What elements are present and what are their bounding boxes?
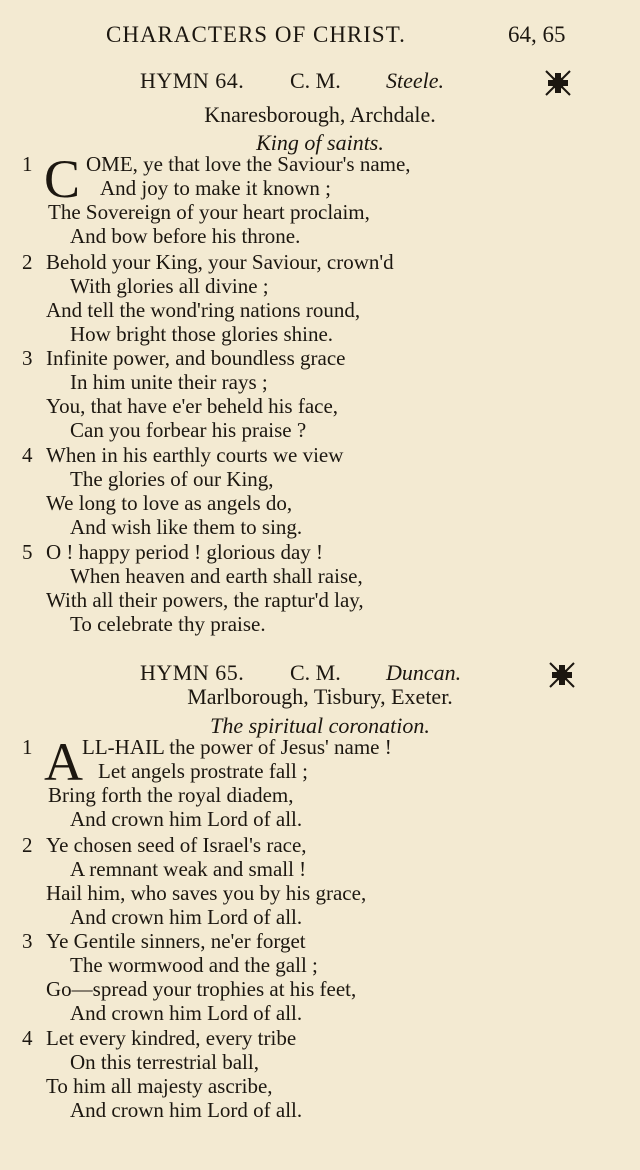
verse-line: Ye chosen seed of Israel's race,	[46, 833, 307, 857]
verse-line: And joy to make it known ;	[100, 176, 331, 200]
verse-line: When in his earthly courts we view	[46, 443, 344, 467]
verse-line: And crown him Lord of all.	[70, 1098, 303, 1122]
hymn-subject: The spiritual coronation.	[210, 713, 430, 738]
verse-line: When heaven and earth shall raise,	[70, 564, 363, 588]
stanza-number: 4	[22, 443, 33, 467]
stanza-number: 3	[22, 346, 33, 370]
verse-line: Infinite power, and boundless grace	[46, 346, 346, 370]
stanza-number: 3	[22, 929, 33, 953]
verse-line: Can you forbear his praise ?	[70, 418, 307, 442]
stanza-number: 4	[22, 1026, 33, 1050]
hymn-subject: King of saints.	[256, 130, 384, 155]
verse-line: LL-HAIL the power of Jesus' name !	[82, 735, 392, 759]
stanza-number: 5	[22, 540, 33, 564]
hymn-tunes: Marlborough, Tisbury, Exeter.	[187, 684, 453, 709]
stanza-number: 2	[22, 833, 33, 857]
verse-line: And wish like them to sing.	[70, 515, 303, 539]
verse-line: And tell the wond'ring nations round,	[46, 298, 361, 322]
stanza-number: 2	[22, 250, 33, 274]
verse-line: O ! happy period ! glorious day !	[46, 540, 324, 564]
ornament-icon	[544, 69, 572, 97]
verse-line: Bring forth the royal diadem,	[48, 783, 294, 807]
verse-line: To celebrate thy praise.	[70, 612, 266, 636]
verse-line: OME, ye that love the Saviour's name,	[86, 152, 411, 176]
page-numbers: 64, 65	[508, 22, 566, 47]
hymn-meter: C. M.	[290, 660, 341, 685]
verse-line: We long to love as angels do,	[46, 491, 293, 515]
drop-cap: C	[44, 149, 81, 209]
verse-line: And bow before his throne.	[70, 224, 301, 248]
verse-line: Ye Gentile sinners, ne'er forget	[46, 929, 306, 953]
verse-line: To him all majesty ascribe,	[46, 1074, 273, 1098]
verse-line: The Sovereign of your heart proclaim,	[48, 200, 370, 224]
running-head-title: CHARACTERS OF CHRIST.	[106, 22, 406, 47]
verse-line: The wormwood and the gall ;	[70, 953, 318, 977]
verse-line: Let angels prostrate fall ;	[98, 759, 308, 783]
hymn-number: HYMN 65.	[140, 660, 245, 685]
hymn-meter: C. M.	[290, 68, 341, 93]
verse-line: With all their powers, the raptur'd lay,	[46, 588, 364, 612]
verse-line: The glories of our King,	[70, 467, 274, 491]
drop-cap: A	[44, 732, 83, 792]
stanza-number: 1	[22, 152, 33, 176]
verse-line: Hail him, who saves you by his grace,	[46, 881, 367, 905]
verse-line: Behold your King, your Saviour, crown'd	[46, 250, 394, 274]
hymn-author: Steele.	[386, 68, 445, 93]
verse-line: In him unite their rays ;	[70, 370, 268, 394]
verse-line: You, that have e'er beheld his face,	[46, 394, 339, 418]
verse-line: With glories all divine ;	[70, 274, 269, 298]
verse-line: And crown him Lord of all.	[70, 807, 303, 831]
verse-line: A remnant weak and small !	[70, 857, 307, 881]
verse-line: How bright those glories shine.	[70, 322, 334, 346]
hymn-64-heading	[0, 68, 640, 98]
hymn-author: Duncan.	[386, 660, 462, 685]
running-head	[0, 22, 640, 58]
verse-line: And crown him Lord of all.	[70, 1001, 303, 1025]
verse-line: Let every kindred, every tribe	[46, 1026, 297, 1050]
verse-line: Go—spread your trophies at his feet,	[46, 977, 357, 1001]
hymn-tunes: Knaresborough, Archdale.	[204, 102, 436, 127]
hymn-number: HYMN 64.	[140, 68, 245, 93]
verse-line: And crown him Lord of all.	[70, 905, 303, 929]
stanza-number: 1	[22, 735, 33, 759]
verse-line: On this terrestrial ball,	[70, 1050, 259, 1074]
